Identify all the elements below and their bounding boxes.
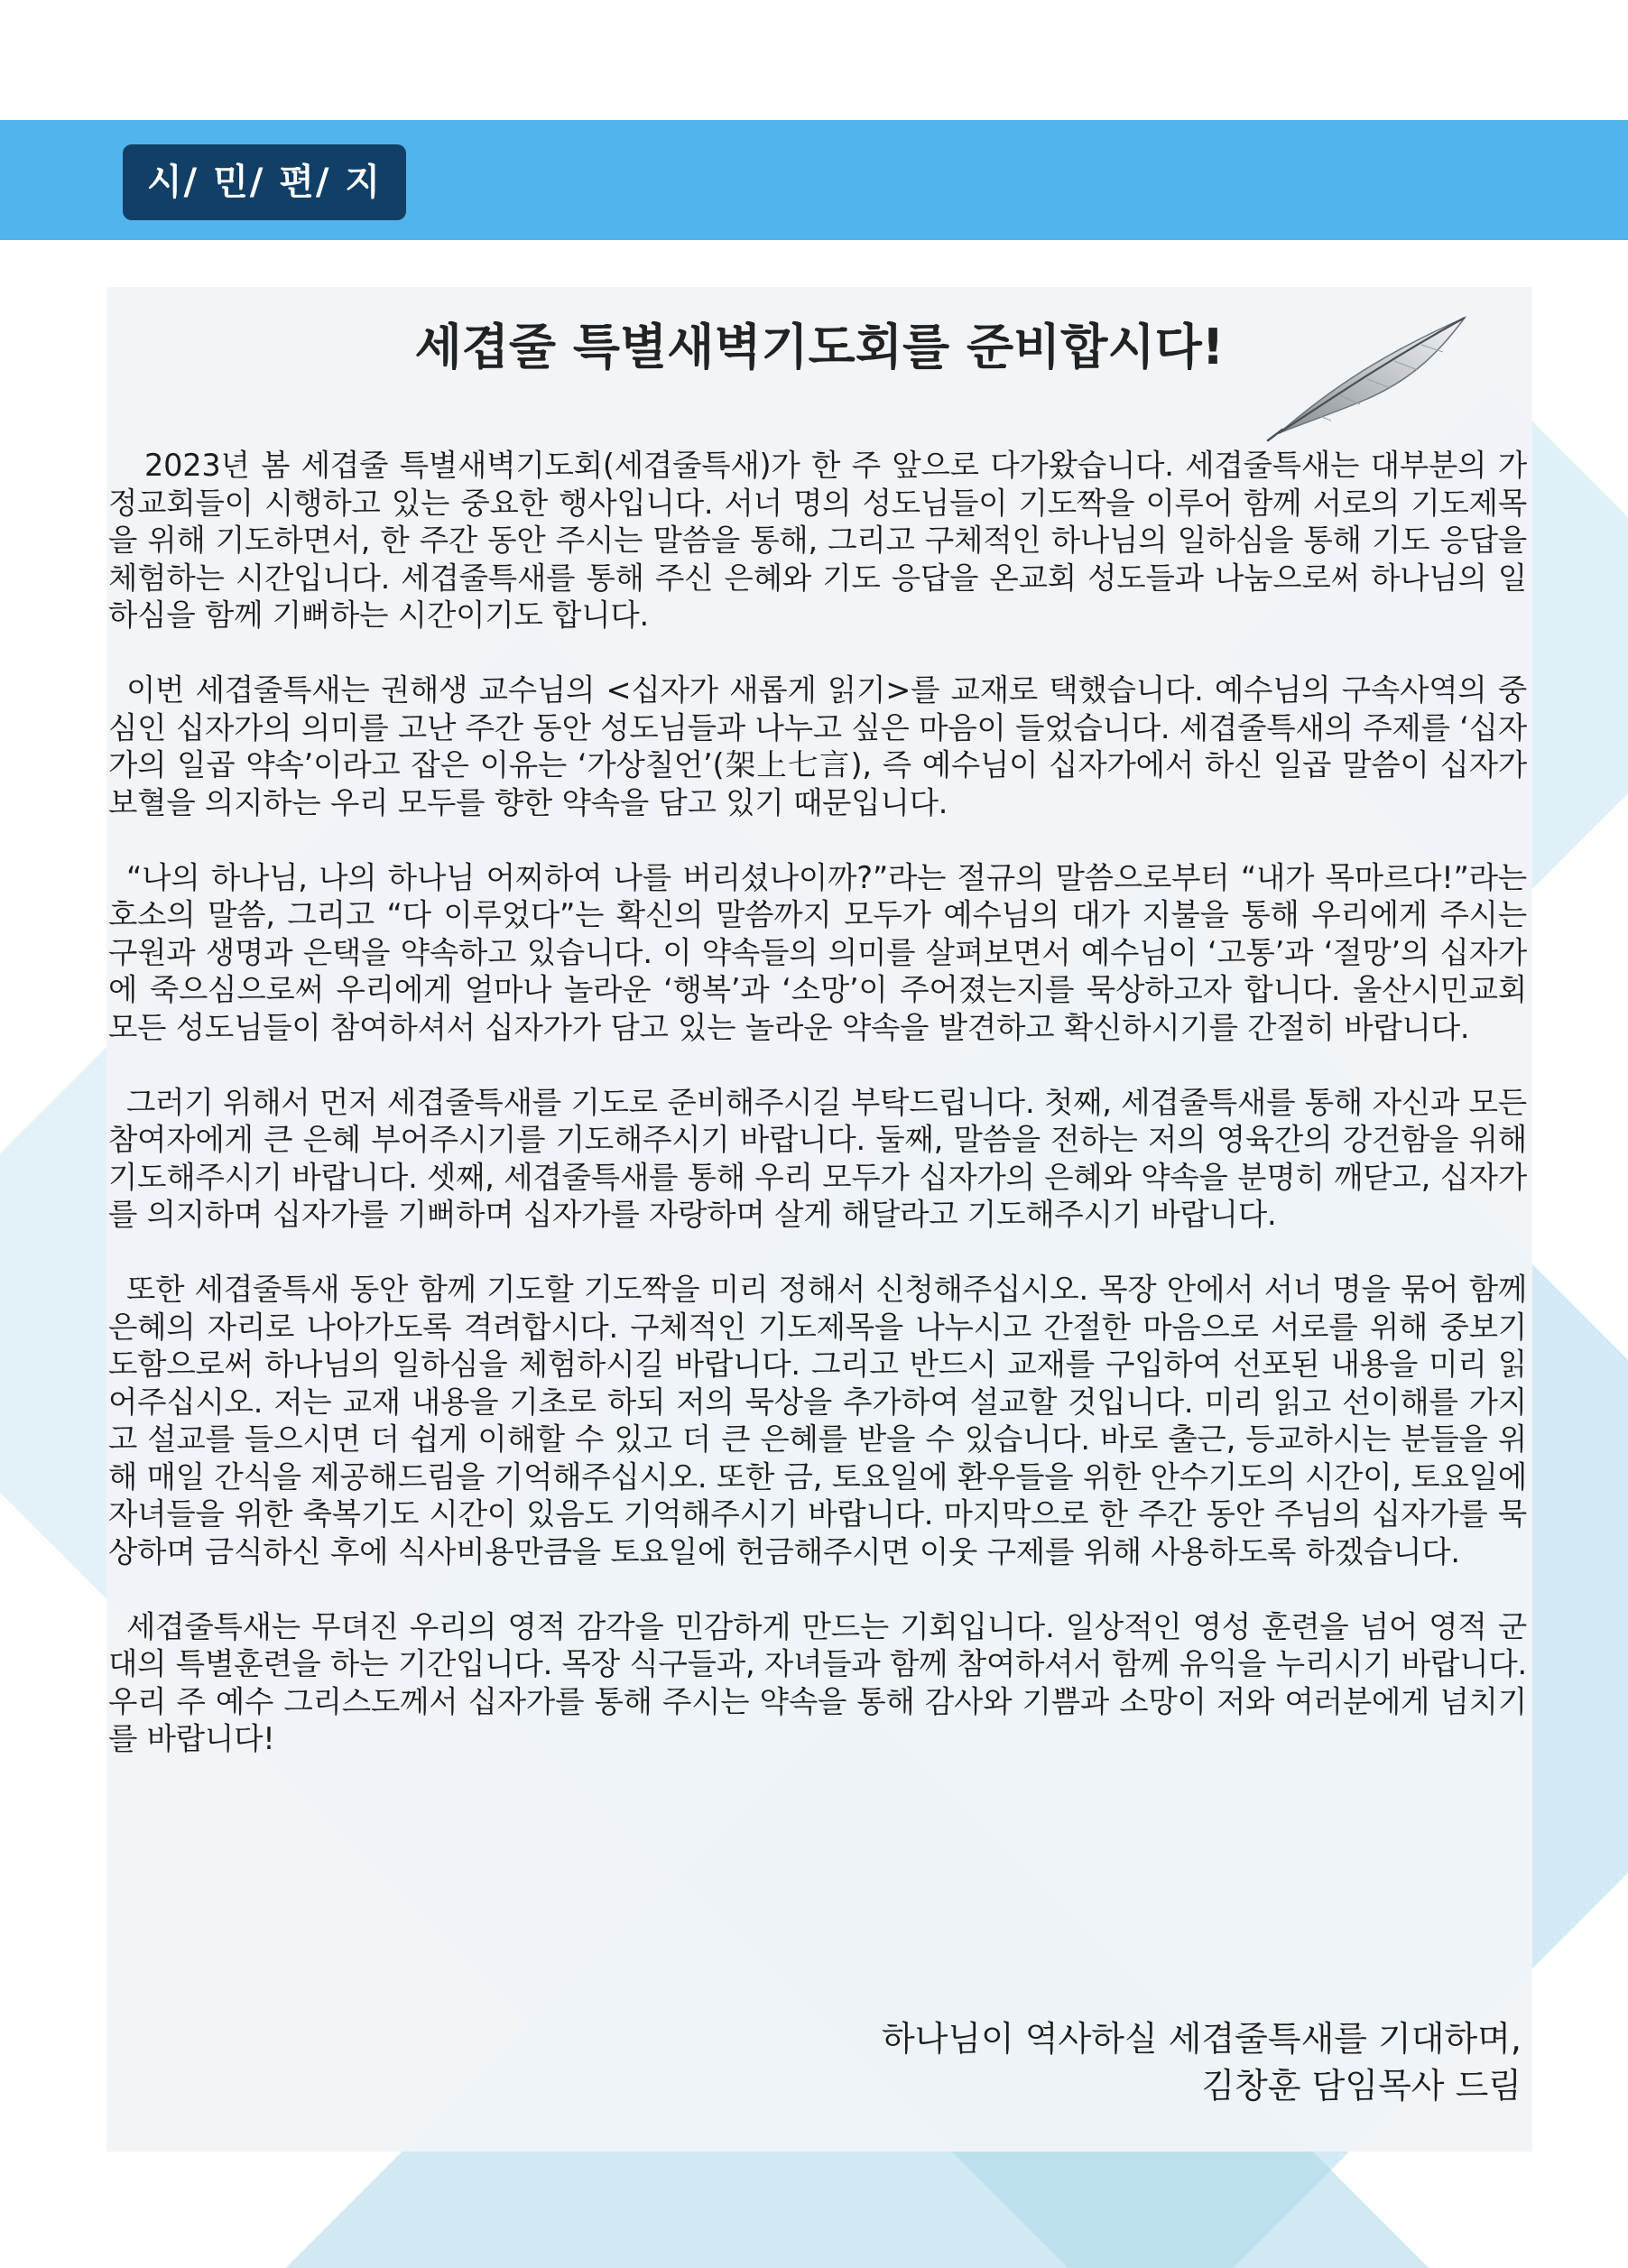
- signature: 김창훈 담임목사 드림: [1201, 2066, 1522, 2106]
- section-badge: 시/ 민/ 편/ 지: [123, 144, 406, 220]
- letter-body: [108, 447, 1527, 1795]
- letter-title: 세겹줄 특별새벽기도회를 준비합시다!: [414, 319, 1225, 375]
- letter-paragraph: 세겹줄특새는 무뎌진 우리의 영적 감각을 민감하게 만드는 기회입니다. 일상적인 영성 훈련을 넘어 영적 군대의 특별훈련을 하는 기간입니다. 목장 식구들과, 자녀들과 함께 참여하셔서 함께 유익을 누리시기 바랍니다. 우리 주 예수 그리스도께서 십자가를 통해 주시는 약속을 통해 감사와 기쁨과 소망이 저와 여러분에게 넘치기를 바랍니다!: [108, 1608, 1527, 1756]
- letter-paragraph: 그러기 위해서 먼저 세겹줄특새를 기도로 준비해주시길 부탁드립니다. 첫째, 세겹줄특새를 통해 자신과 모든 참여자에게 큰 은혜 부어주시기를 기도해주시기 바랍니다. 둘째, 말씀을 전하는 저의 영육간의 강건함을 위해 기도해주시기 바랍니다. 셋째, 세겹줄특새를 통해 우리 모두가 십자가의 은혜와 약속을 분명히 깨닫고, 십자가를 의지하며 십자가를 기뻐하며 십자가를 자랑하며 살게 해달라고 기도해주시기 바랍니다.: [108, 1084, 1527, 1232]
- closing-line: 하나님이 역사하실 세겹줄특새를 기대하며,: [881, 2019, 1522, 2059]
- feather-icon: [1259, 298, 1475, 442]
- letter-paragraph: 또한 세겹줄특새 동안 함께 기도할 기도짝을 미리 정해서 신청해주십시오. 목장 안에서 서너 명을 묶어 함께 은혜의 자리로 나아가도록 격려합시다. 구체적인 기도제목을 나누시고 간절한 마음으로 서로를 위해 중보기도함으로써 하나님의 일하심을 체험하시길 바랍니다. 그리고 반드시 교재를 구입하여 선포된 내용을 미리 읽어주십시오. 저는 교재 내용을 기초로 하되 저의 묵상을 추가하여 설교할 것입니다. 미리 읽고 선이해를 가지고 설교를 들으시면 더 쉽게 이해할 수 있고 더 큰 은혜를 받을 수 있습니다. 바로 출근, 등교하시는 분들을 위해 매일 간식을 제공해드림을 기억해주십시오. 또한 금, 토요일에 환우들을 위한 안수기도의 시간이, 토요일에 자녀들을 위한 축복기도 시간이 있음도 기억해주시기 바랍니다. 마지막으로 한 주간 동안 주님의 십자가를 묵상하며 금식하신 후에 식사비용만큼을 토요일에 헌금해주시면 이웃 구제를 위해 사용하도록 하겠습니다.: [108, 1272, 1527, 1569]
- letter-paragraph: 이번 세겹줄특새는 권해생 교수님의 <십자가 새롭게 읽기>를 교재로 택했습니다. 예수님의 구속사역의 중심인 십자가의 의미를 고난 주간 동안 성도님들과 나누고 싶은 마음이 들었습니다. 세겹줄특새의 주제를 ‘십자가의 일곱 약속’이라고 잡은 이유는 ‘가상칠언’(架上七言), 즉 예수님이 십자가에서 하신 일곱 말씀이 십자가 보혈을 의지하는 우리 모두를 향한 약속을 담고 있기 때문입니다.: [108, 672, 1527, 820]
- letter-paragraph: 2023년 봄 세겹줄 특별새벽기도회(세겹줄특새)가 한 주 앞으로 다가왔습니다. 세겹줄특새는 대부분의 가정교회들이 시행하고 있는 중요한 행사입니다. 서너 명의 성도님들이 기도짝을 이루어 함께 서로의 기도제목을 위해 기도하면서, 한 주간 동안 주시는 말씀을 통해, 그리고 구체적인 하나님의 일하심을 통해 기도 응답을 체험하는 시간입니다. 세겹줄특새를 통해 주신 은혜와 기도 응답을 온교회 성도들과 나눔으로써 하나님의 일하심을 함께 기뻐하는 시간이기도 합니다.: [108, 448, 1527, 633]
- letter-paragraph: “나의 하나님, 나의 하나님 어찌하여 나를 버리셨나이까?”라는 절규의 말씀으로부터 “내가 목마르다!”라는 호소의 말씀, 그리고 “다 이루었다”는 확신의 말씀까지 모두가 예수님의 대가 지불을 통해 우리에게 주시는 구원과 생명과 은택을 약속하고 있습니다. 이 약속들의 의미를 살펴보면서 예수님이 ‘고통’과 ‘절망’의 십자가에 죽으심으로써 우리에게 얼마나 놀라운 ‘행복’과 ‘소망’이 주어졌는지를 묵상하고자 합니다. 울산시민교회 모든 성도님들이 참여하셔서 십자가가 담고 있는 놀라운 약속을 발견하고 확신하시기를 간절히 바랍니다.: [108, 859, 1527, 1045]
- letter-closing: [882, 2015, 1522, 2109]
